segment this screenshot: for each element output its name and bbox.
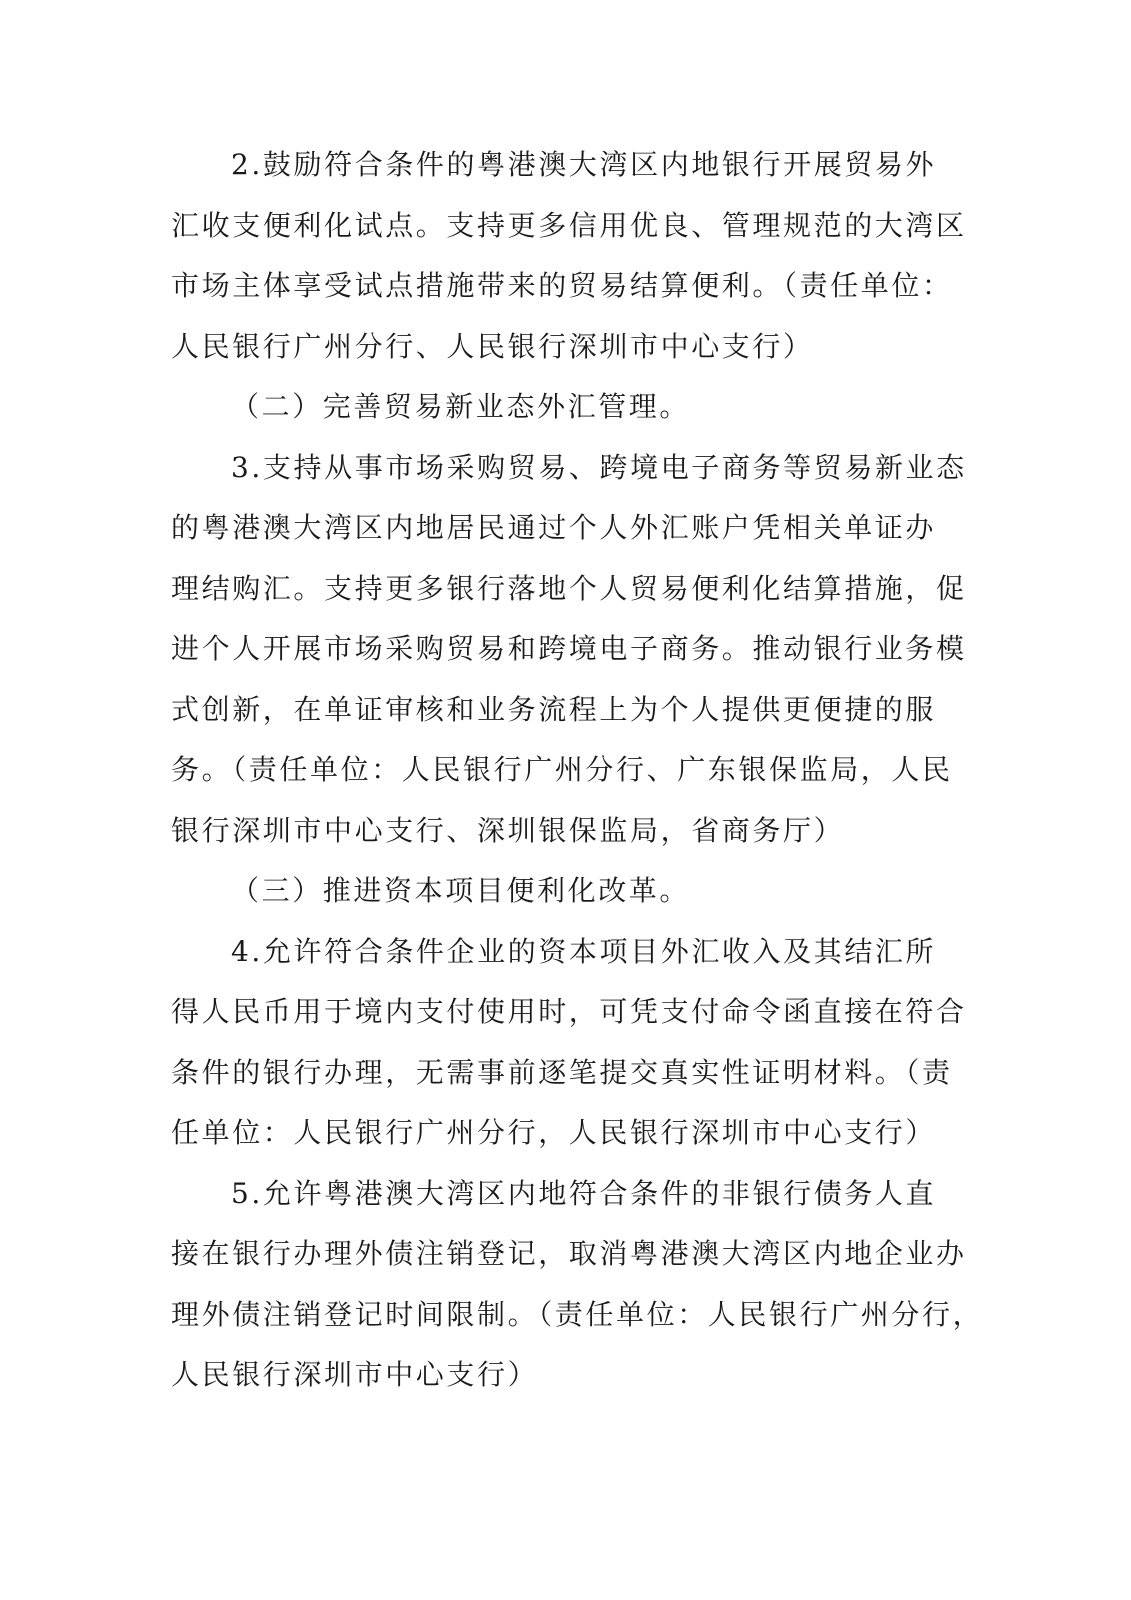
text-line: 进个人开展市场采购贸易和跨境电子商务。推动银行业务模 [171, 632, 967, 665]
paragraph-item-3 [171, 438, 967, 862]
text-line: 3.支持从事市场采购贸易、跨境电子商务等贸易新业态 [231, 450, 967, 484]
text-line: 银行深圳市中心支行、深圳银保监局，省商务厅） [171, 813, 845, 847]
text-line: 理结购汇。支持更多银行落地个人贸易便利化结算措施，促 [171, 571, 967, 605]
text-line: 得人民币用于境内支付使用时，可凭支付命令函直接在符合 [171, 995, 967, 1028]
paragraph-item-5 [171, 1164, 984, 1406]
text-line: 式创新，在单证审核和业务流程上为个人提供更便捷的服 [171, 692, 937, 726]
paragraph-item-2 [171, 135, 967, 377]
text-line: 人民银行深圳市中心支行） [171, 1358, 539, 1391]
text-line: 5.允许粤港澳大湾区内地符合条件的非银行债务人直 [231, 1176, 937, 1210]
document-page [171, 135, 984, 1406]
text-line: 务。（责任单位：人民银行广州分行、广东银保监局，人民 [171, 753, 953, 786]
paragraph-item-4 [171, 922, 967, 1164]
heading-text: （二）完善贸易新业态外汇管理。 [231, 390, 691, 423]
text-line: 市场主体享受试点措施带来的贸易结算便利。（责任单位： [171, 269, 953, 302]
text-line: 理外债注销登记时间限制。（责任单位：人民银行广州分行， [171, 1297, 984, 1331]
section-heading-3 [171, 861, 946, 922]
heading-text: （三）推进资本项目便利化改革。 [231, 874, 691, 907]
text-line: 4.允许符合条件企业的资本项目外汇收入及其结汇所 [231, 934, 937, 968]
text-line: 条件的银行办理，无需事前逐笔提交真实性证明材料。（责 [171, 1055, 953, 1089]
section-heading-2 [171, 377, 946, 438]
text-line: 任单位：人民银行广州分行，人民银行深圳市中心支行） [171, 1116, 937, 1149]
text-line: 接在银行办理外债注销登记，取消粤港澳大湾区内地企业办 [171, 1237, 967, 1270]
text-line: 汇收支便利化试点。支持更多信用优良、管理规范的大湾区 [171, 208, 967, 242]
text-line: 的粤港澳大湾区内地居民通过个人外汇账户凭相关单证办 [171, 511, 937, 544]
text-line: 2.鼓励符合条件的粤港澳大湾区内地银行开展贸易外 [231, 148, 937, 181]
text-line: 人民银行广州分行、人民银行深圳市中心支行） [171, 329, 814, 363]
